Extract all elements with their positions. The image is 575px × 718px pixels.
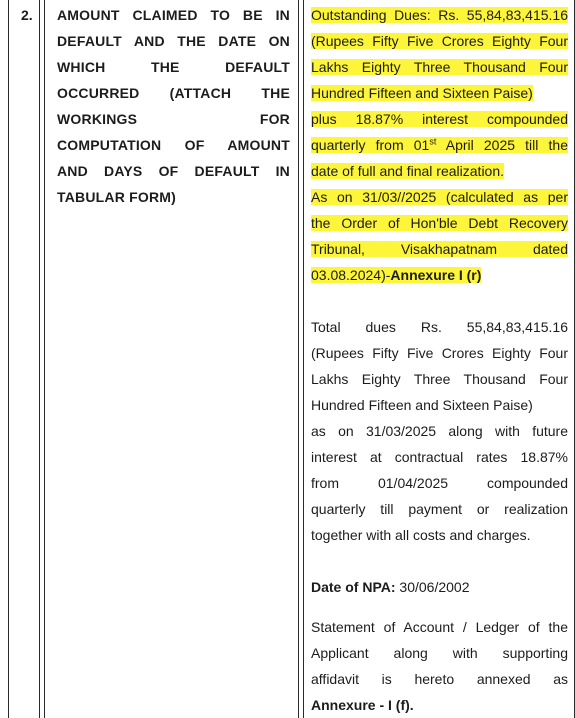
- amount-in-words-line: Hundred Fifteen and Sixteen Paise): [311, 85, 533, 101]
- compounded-line: from 01/04/2025 compounded: [311, 475, 568, 491]
- realization-line: date of full and final realization.: [311, 163, 505, 179]
- description-line: WHICH THE DEFAULT: [57, 59, 290, 75]
- statement-line: Applicant along with supporting: [311, 645, 568, 661]
- description-line: WORKINGS FOR: [57, 111, 290, 127]
- description-line: AMOUNT CLAIMED TO BE IN: [57, 7, 290, 23]
- claim-table: [8, 0, 575, 718]
- costs-line: together with all costs and charges.: [311, 527, 531, 543]
- value-cell: [304, 0, 575, 718]
- total-words-line: (Rupees Fifty Five Crores Eighty Four: [311, 345, 568, 361]
- item-description: [45, 0, 298, 210]
- as-on-line: As on 31/03//2025 (calculated as per: [311, 189, 568, 205]
- description-line: TABULAR FORM): [57, 189, 176, 205]
- tribunal-location-line: Tribunal, Visakhapatnam dated: [311, 241, 568, 257]
- description-line: AND DAYS OF DEFAULT IN: [57, 163, 290, 179]
- total-words-line: Hundred Fifteen and Sixteen Paise): [311, 397, 533, 413]
- npa-date-line: [311, 574, 568, 600]
- future-interest-line: as on 31/03/2025 along with future: [311, 423, 568, 439]
- npa-label: Date of NPA:: [311, 579, 396, 595]
- table-row: [9, 0, 575, 718]
- annexure-f-line: Annexure - I (f).: [311, 697, 414, 713]
- total-dues-line: Total dues Rs. 55,84,83,415.16: [311, 319, 568, 335]
- statement-line: Statement of Account / Ledger of the: [311, 619, 568, 635]
- description-cell: [45, 0, 299, 718]
- description-line: COMPUTATION OF AMOUNT: [57, 137, 290, 153]
- outstanding-dues-line: Outstanding Dues: Rs. 55,84,83,415.16: [311, 7, 568, 23]
- annexure-r-line: 03.08.2024)-Annexure I (r): [311, 267, 482, 283]
- interest-date-line: quarterly from 01st April 2025 till the: [311, 136, 569, 153]
- payment-line: quarterly till payment or realization: [311, 501, 568, 517]
- description-line: DEFAULT AND THE DATE ON: [57, 33, 290, 49]
- row-number: 2.: [21, 7, 33, 23]
- total-words-line: Lakhs Eighty Three Thousand Four: [311, 371, 568, 387]
- tribunal-order-line: the Order of Hon'ble Debt Recovery: [311, 215, 568, 231]
- amount-in-words-line: (Rupees Fifty Five Crores Eighty Four: [311, 33, 568, 49]
- row-number-cell: [9, 0, 40, 718]
- interest-line: plus 18.87% interest compounded: [311, 111, 568, 127]
- contractual-rate-line: interest at contractual rates 18.87%: [311, 449, 568, 465]
- claim-details: [304, 0, 574, 718]
- statement-line: affidavit is hereto annexed as: [311, 671, 568, 687]
- amount-in-words-line: Lakhs Eighty Three Thousand Four: [311, 59, 568, 75]
- npa-value: 30/06/2002: [395, 579, 470, 595]
- description-line: OCCURRED (ATTACH THE: [57, 85, 290, 101]
